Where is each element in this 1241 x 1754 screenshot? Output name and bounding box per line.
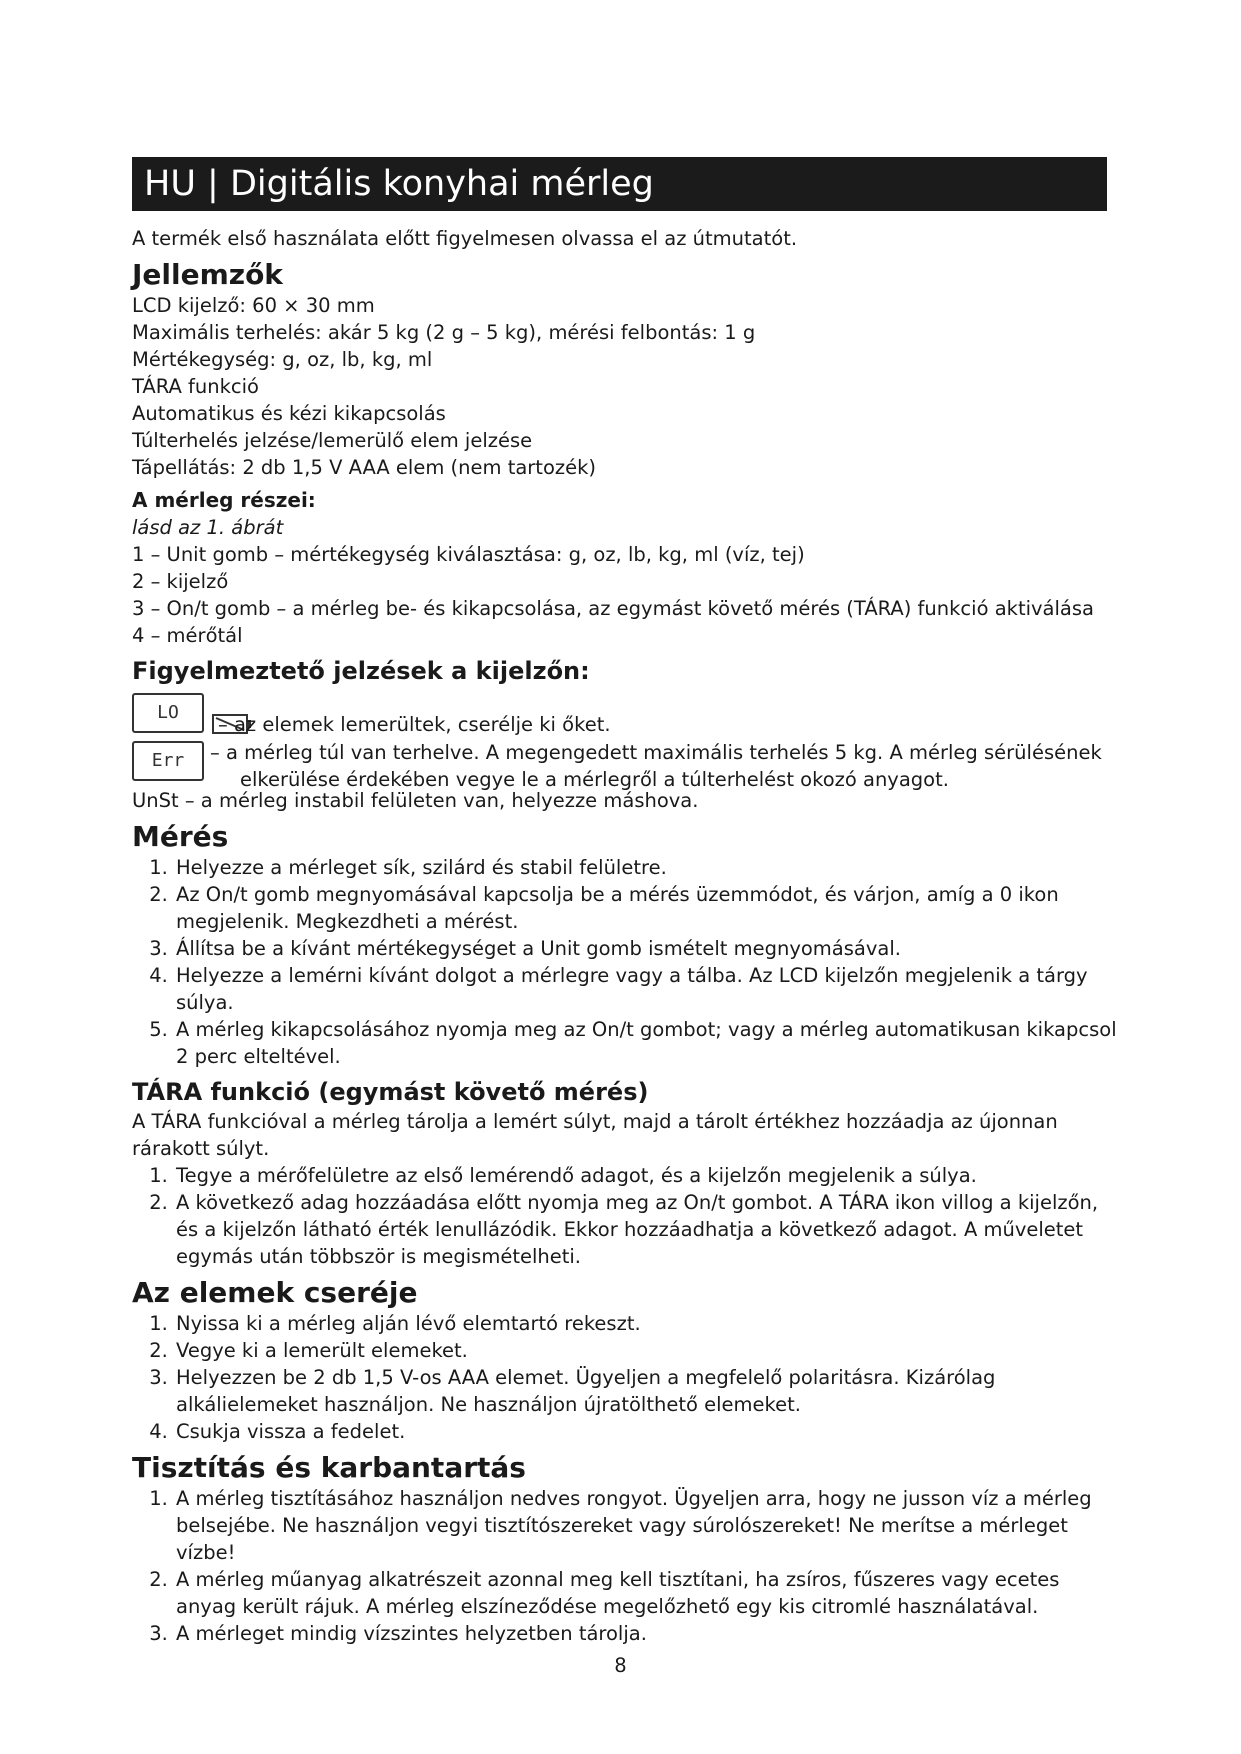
features-list <box>132 292 1122 481</box>
parts-heading: A mérleg részei: <box>132 488 316 512</box>
feature-item: Maximális terhelés: akár 5 kg (2 g – 5 kg), mérési felbontás: 1 g <box>132 321 756 344</box>
list-item: 1. Helyezze a mérleget sík, szilárd és stabil felületre. <box>174 854 1122 881</box>
list-item: 4. Csukja vissza a fedelet. <box>174 1418 1122 1445</box>
battery-steps <box>132 1310 1122 1445</box>
list-item: 2. A mérleg műanyag alkatrészeit azonnal meg kell tisztítani, ha zsíros, fűszeres vagy ecetes anyag került rájuk. A mérleg elszíneződése megelőzhető egy kis citromlé használatával. <box>174 1566 1122 1620</box>
feature-item: LCD kijelző: 60 × 30 mm <box>132 294 375 317</box>
list-item: 1. A mérleg tisztításához használjon nedves rongyot. Ügyeljen arra, hogy ne jusson víz a mérleg belsejébe. Ne használjon vegyi tisztítószereket vagy súrolószereket! Ne merítse a mérleget vízbe! <box>174 1485 1122 1566</box>
part-item: 2 – kijelző <box>132 570 229 593</box>
lcd-err-display: Err <box>132 741 204 781</box>
page-title: HU | Digitális konyhai mérleg <box>132 157 1107 211</box>
list-item: 4. Helyezze a lemérni kívánt dolgot a mérlegre vagy a tálba. Az LCD kijelzőn megjelenik a tárgy súlya. <box>174 962 1122 1016</box>
list-item: 2. Vegye ki a lemerült elemeket. <box>174 1337 1122 1364</box>
part-item: 4 – mérőtál <box>132 624 243 647</box>
cleaning-steps <box>132 1485 1122 1647</box>
low-battery-warning: – az elemek lemerültek, cserélje ki őket. <box>218 713 611 736</box>
list-item: 5. A mérleg kikapcsolásához nyomja meg az On/t gombot; vagy a mérleg automatikusan kikapcsol 2 perc elteltével. <box>174 1016 1122 1070</box>
warnings-heading: Figyelmeztető jelzések a kijelzőn: <box>132 657 590 685</box>
feature-item: TÁRA funkció <box>132 375 259 398</box>
tare-steps <box>132 1162 1122 1270</box>
cleaning-heading: Tisztítás és karbantartás <box>132 1451 526 1484</box>
lcd-lo-display: LO <box>132 693 204 733</box>
list-item: 1. Tegye a mérőfelületre az első lemérendő adagot, és a kijelzőn megjelenik a súlya. <box>174 1162 1122 1189</box>
list-item: 1. Nyissa ki a mérleg alján lévő elemtartó rekeszt. <box>174 1310 1122 1337</box>
feature-item: Automatikus és kézi kikapcsolás <box>132 402 446 425</box>
part-item: 3 – On/t gomb – a mérleg be- és kikapcsolása, az egymást követő mérés (TÁRA) funkció aktiválása <box>132 597 1094 620</box>
intro-text: A termék első használata előtt figyelmesen olvassa el az útmutatót. <box>132 227 798 250</box>
tare-heading: TÁRA funkció (egymást követő mérés) <box>132 1078 649 1106</box>
parts-list <box>132 541 1122 649</box>
list-item: 2. A következő adag hozzáadása előtt nyomja meg az On/t gombot. A TÁRA ikon villog a kijelzőn, és a kijelzőn látható érték lenullázódik. Ekkor hozzáadhatja a következő adagot. A műveletet egymás után többször is megismételheti. <box>174 1189 1122 1270</box>
warning-indicators <box>132 693 1122 791</box>
list-item: 3. A mérleget mindig vízszintes helyzetben tárolja. <box>174 1620 1122 1647</box>
parts-subtitle: lásd az 1. ábrát <box>132 516 284 539</box>
unstable-warning: UnSt – a mérleg instabil felületen van, helyezze máshova. <box>132 789 699 812</box>
feature-item: Túlterhelés jelzése/lemerülő elem jelzése <box>132 429 533 452</box>
measuring-heading: Mérés <box>132 820 229 853</box>
list-item: 3. Állítsa be a kívánt mértékegységet a Unit gomb ismételt megnyomásával. <box>174 935 1122 962</box>
part-item: 1 – Unit gomb – mértékegység kiválasztása: g, oz, lb, kg, ml (víz, tej) <box>132 543 805 566</box>
tare-description: A TÁRA funkcióval a mérleg tárolja a lemért súlyt, majd a tárolt értékhez hozzáadja az újonnan rárakott súlyt. <box>132 1110 1058 1160</box>
feature-item: Mértékegység: g, oz, lb, kg, ml <box>132 348 433 371</box>
content <box>132 225 1122 1647</box>
overload-warning: – a mérleg túl van terhelve. A megengedett maximális terhelés 5 kg. A mérleg sérülésének elkerülése érdekében vegye le a mérlegről a túlterhelést okozó anyagot. <box>210 741 1102 791</box>
list-item: 3. Helyezzen be 2 db 1,5 V-os AAA elemet. Ügyeljen a megfelelő polaritásra. Kizárólag alkálielemeket használjon. Ne használjon újratölthető elemeket. <box>174 1364 1122 1418</box>
feature-item: Tápellátás: 2 db 1,5 V AAA elem (nem tartozék) <box>132 456 597 479</box>
measuring-steps <box>132 854 1122 1070</box>
features-heading: Jellemzők <box>132 258 283 291</box>
page-number: 8 <box>614 1654 627 1677</box>
list-item: 2. Az On/t gomb megnyomásával kapcsolja be a mérés üzemmódot, és várjon, amíg a 0 ikon megjelenik. Megkezdheti a mérést. <box>174 881 1122 935</box>
battery-heading: Az elemek cseréje <box>132 1276 418 1309</box>
